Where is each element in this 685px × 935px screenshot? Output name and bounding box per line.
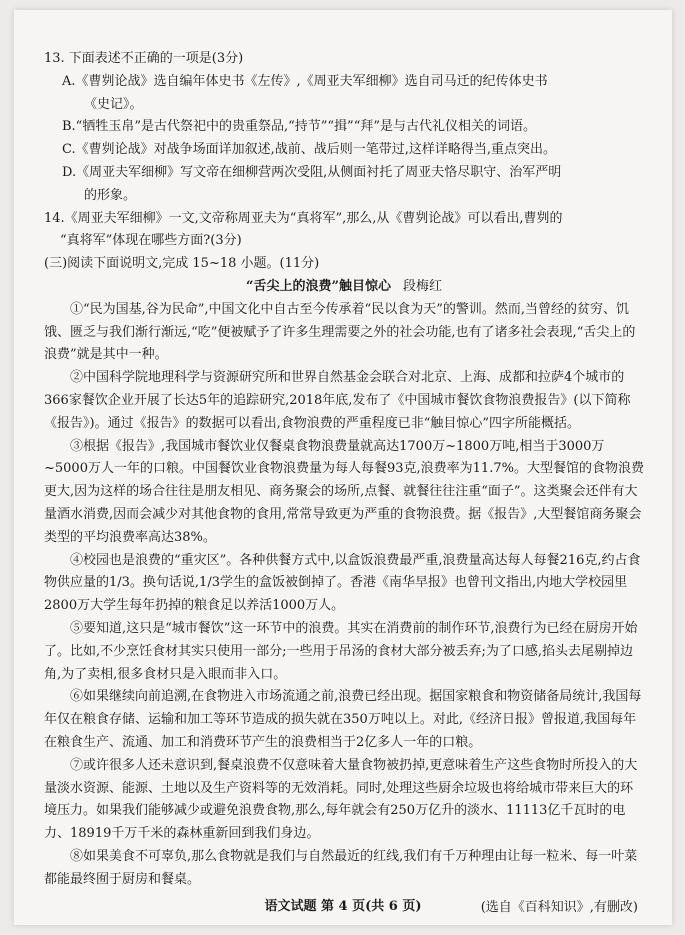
question-14-line-1: 14.《周亚夫军细柳》一文,文帝称周亚夫为“真将军”,那么,从《曹刿论战》可以看出,曹刿的 [44,210,563,226]
question-14 [44,208,644,254]
paragraph-2: ②中国科学院地理科学与资源研究所和世界自然基金会联合对北京、上海、成都和拉萨4个城市的366家餐饮企业开展了长达5年的追踪研究,2018年底,发布了《中国城市餐饮食物浪费报告》(以下简称《报告》)。通过《报告》的数据可以看出,食物浪费的严重程度已非“触目惊心”四字所能概括。 [44,370,631,431]
option-a: A.《曹刿论战》选自编年体史书《左传》,《周亚夫军细柳》选自司马迁的纪传体史书 [62,73,548,89]
paragraph-3: ③根据《报告》,我国城市餐饮业仅餐桌食物浪费量就高达1700万~1800万吨,相当于3000万~5000万人一年的口粮。中国餐饮业食物浪费量为每人每餐93克,浪费率为11.7%。大型餐馆的食物浪费更大,因为这样的场合往往是朋友相见、商务聚会的场所,点餐、就餐往往注重“面子”。这类聚会还伴有大量酒水消费,因而会减少对其他食物的食用,常常导致更为严重的食物浪费。据《报告》,大型餐馆商务聚会类型的平均浪费率高达38%。 [44,438,644,545]
paragraph-6: ⑥如果继续向前追溯,在食物进入市场流通之前,浪费已经出现。据国家粮食和物资储备局统计,我国每年仅在粮食存储、运输和加工等环节造成的损失就在350万吨以上。对此,《经济日报》曾报道,我国每年在粮食生产、流通、加工和消费环节产生的浪费相当于2亿多人一年的口粮。 [44,689,642,750]
page-footer: 语文试题 第 4 页(共 6 页) [264,899,422,914]
article-source: (选自《百科知识》,有删改) [480,900,638,916]
paragraph-8: ⑧如果美食不可辜负,那么食物就是我们与自然最近的红线,我们有千万种理由让每一粒米、每一叶菜都能最终囿于厨房和餐桌。 [44,848,638,887]
paragraph-5: ⑤要知道,这只是“城市餐饮”这一环节中的浪费。其实在消费前的制作环节,浪费行为已经在厨房开始了。比如,不少烹饪食材其实只使用一部分;一些用于吊汤的食材大部分被丢弃;为了口感,掐头去尾剔掉边角,为了卖相,很多食材只是入眼而非入口。 [44,620,638,682]
paragraph-7: ⑦或许很多人还未意识到,餐桌浪费不仅意味着大量食物被扔掉,更意味着生产这些食物时所投入的大量淡水资源、能源、土地以及生产资料等的无效消耗。同时,处理这些厨余垃圾也将给城市带来巨大的环境压力。如果我们能够减少或避免浪费食物,那么,每年就会有250万亿升的淡水、11113亿千瓦时的电力、18919千万千米的森林重新回到我们身边。 [44,757,638,842]
question-13 [44,48,644,208]
option-d: D.《周亚夫军细柳》写文帝在细柳营两次受阻,从侧面衬托了周亚夫恪尽职守、治军严明 [62,164,562,180]
option-a-continued: 《史记》。 [84,96,143,112]
exam-page [14,10,672,925]
article-author: 段梅红 [402,278,442,294]
article-body [44,299,644,892]
option-b: B.“牺牲玉帛”是古代祭祀中的贵重祭品,“持节”“揖”“拜”是与古代礼仪相关的词语。 [62,119,536,135]
question-14-line-2: “真将军”体现在哪些方面?(3分) [60,233,242,249]
paragraph-1: ①“民为国基,谷为民命”,中国文化中自古至今传承着“民以食为天”的警训。然而,当曾经的贫穷、饥饿、匮乏与我们渐行渐远,“吃”便被赋予了许多生理需要之外的社会功能,也有了诸多社会表现,“舌尖上的浪费”就是其中一种。 [44,301,636,363]
option-d-continued: 的形象。 [84,187,137,203]
question-13-stem: 13. 下面表述不正确的一项是(3分) [44,51,244,66]
article-title: “舌尖上的浪费”触目惊心 [246,278,391,294]
section-heading: (三)阅读下面说明文,完成 15~18 小题。(11分) [44,256,320,272]
article-title-row [44,276,644,299]
option-c: C.《曹刿论战》对战争场面详加叙述,战前、战后则一笔带过,这样详略得当,重点突出。 [62,142,557,158]
page-content [44,48,644,920]
paragraph-4: ④校园也是浪费的“重灾区”。各种供餐方式中,以盒饭浪费最严重,浪费量高达每人每餐216克,约占食物供应量的1/3。换句话说,1/3学生的盒饭被倒掉了。香港《南华早报》也曾刊文指出,内地大学校园里2800万大学生每年扔掉的粮食足以养活1000万人。 [44,552,641,614]
